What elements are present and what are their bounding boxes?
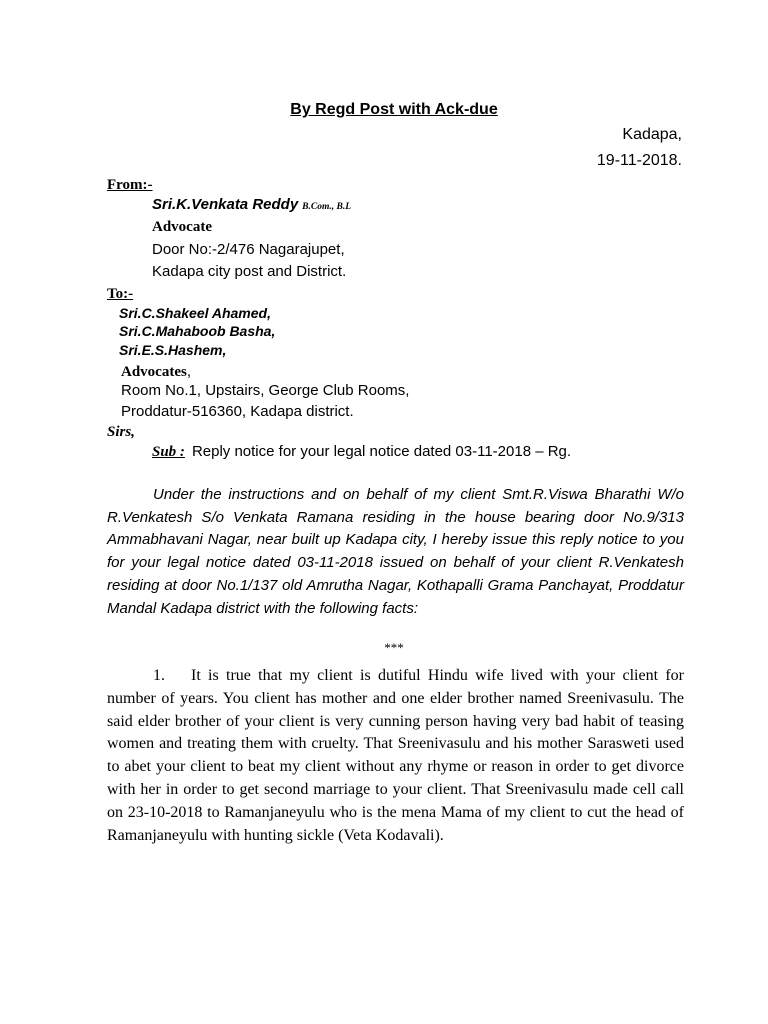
recipient-address-line1: Room No.1, Upstairs, George Club Rooms, bbox=[121, 382, 410, 399]
subject-text: Reply notice for your legal notice dated 03-11-2018 – Rg. bbox=[191, 443, 572, 460]
to-label: To:- bbox=[107, 286, 134, 302]
document-heading: By Regd Post with Ack-due bbox=[290, 101, 498, 118]
point-1-number: 1. bbox=[153, 667, 165, 684]
subject-label: Sub : bbox=[152, 444, 185, 460]
place: Kadapa, bbox=[622, 126, 682, 143]
sender-address-line1: Door No:-2/476 Nagarajupet, bbox=[152, 241, 345, 258]
subject-line bbox=[152, 443, 571, 461]
recipient-name-1: Sri.C.Shakeel Ahamed, bbox=[119, 305, 271, 321]
recipient-designation: Advocates bbox=[121, 364, 187, 380]
from-label: From:- bbox=[107, 177, 153, 193]
recipient-designation-line bbox=[121, 363, 191, 381]
date: 19-11-2018. bbox=[596, 152, 682, 169]
salutation: Sirs, bbox=[107, 424, 135, 440]
sender-qualification: B.Com., B.L bbox=[302, 202, 351, 212]
sender-name: Sri.K.Venkata Reddy bbox=[152, 196, 299, 213]
point-1-paragraph bbox=[107, 665, 684, 847]
recipient-name-3: Sri.E.S.Hashem, bbox=[119, 342, 227, 358]
intro-paragraph-text: Under the instructions and on behalf of my client Smt.R.Viswa Bharathi W/o R.Venkatesh S/o Venkata Ramana residing in the house bearing door No.9/313 Ammabhavani Nagar, near built up Kadapa city, I hereby issue this reply notice to you for your legal notice dated 03-11-2018 issued on behalf of your client R.Venkatesh residing at door No.1/137 old Amrutha Nagar, Kothapalli Grama Panchayat, Proddatur Mandal Kadapa district with the following facts: bbox=[107, 486, 684, 617]
sender-name-line bbox=[152, 196, 351, 214]
sender-designation: Advocate bbox=[152, 219, 212, 235]
intro-paragraph bbox=[107, 484, 684, 620]
separator: *** bbox=[384, 640, 404, 655]
recipient-address-line2: Proddatur-516360, Kadapa district. bbox=[121, 403, 354, 420]
recipient-designation-comma: , bbox=[186, 363, 191, 380]
recipient-name-2: Sri.C.Mahaboob Basha, bbox=[119, 323, 276, 339]
point-1-text: It is true that my client is dutiful Hindu wife lived with your client for number of years. You client has mother and one elder brother named Sreenivasulu. The said elder brother of your client is very cunning person having very bad habit of teasing women and treating them with cruelty. That Sreenivasulu and his mother Sarasweti used to abet your client to beat my client without any rhyme or reason in order to get divorce with her in order to get second marriage to your client. That Sreenivasulu made cell call on 23-10-2018 to Ramanjaneyulu who is the mena Mama of my client to cut the head of Ramanjaneyulu with hunting sickle (Veta Kodavali). bbox=[107, 667, 684, 844]
sender-address-line2: Kadapa city post and District. bbox=[152, 263, 347, 280]
